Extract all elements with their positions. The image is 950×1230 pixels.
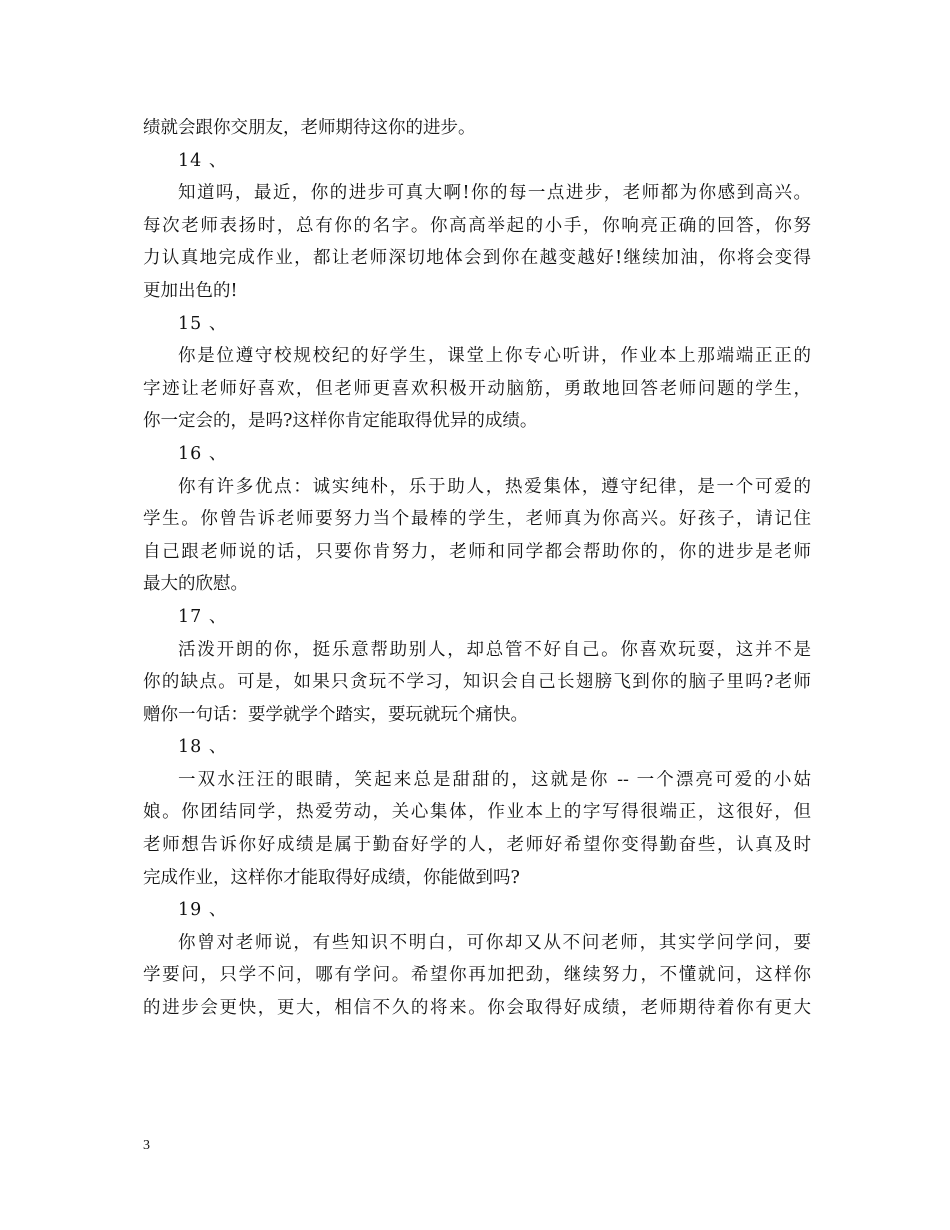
section-number: 18 、 — [178, 737, 228, 758]
text-line: 你是位遵守校规校纪的好学生，课堂上你专心听讲，作业本上那端端正正的 — [178, 346, 811, 367]
text-line: 学要问，只学不问，哪有学问。希望你再加把劲，继续努力，不懂就问，这样你 — [143, 965, 811, 986]
section-number: 16 、 — [178, 443, 228, 464]
text-line: 力认真地完成作业，都让老师深切地体会到你在越变越好!继续加油，你将会变得 — [143, 248, 811, 269]
text-line: 你有许多优点：诚实纯朴，乐于助人，热爱集体，遵守纪律，是一个可爱的 — [178, 476, 811, 497]
text-line: 你曾对老师说，有些知识不明白，可你却又从不问老师，其实学问学问，要 — [178, 932, 811, 953]
document-body — [143, 112, 811, 1025]
text-line: 你一定会的，是吗?这样你肯定能取得优异的成绩。 — [143, 411, 538, 432]
text-line: 最大的欣慰。 — [143, 574, 248, 595]
text-line: 娘。你团结同学，热爱劳动，关心集体，作业本上的字写得很端正，这很好，但 — [143, 802, 811, 823]
section-number: 19 、 — [178, 900, 228, 921]
text-line: 完成作业，这样你才能取得好成绩，你能做到吗? — [143, 867, 520, 888]
text-line: 自己跟老师说的话，只要你肯努力，老师和同学都会帮助你的，你的进步是老师 — [143, 541, 811, 562]
text-line: 一双水汪汪的眼睛，笑起来总是甜甜的，这就是你 -- 一个漂亮可爱的小姑 — [178, 769, 811, 790]
page-number: 3 — [143, 1138, 150, 1153]
text-line: 字迹让老师好喜欢，但老师更喜欢积极开动脑筋，勇敢地回答老师问题的学生， — [143, 378, 811, 399]
text-line: 学生。你曾告诉老师要努力当个最棒的学生，老师真为你高兴。好孩子，请记住 — [143, 509, 811, 530]
text-line: 每次老师表扬时，总有你的名字。你高高举起的小手，你响亮正确的回答，你努 — [143, 215, 811, 236]
section-number: 14 、 — [178, 150, 228, 171]
text-line: 你的缺点。可是，如果只贪玩不学习，知识会自己长翅膀飞到你的脑子里吗?老师 — [143, 672, 811, 693]
section-number: 15 、 — [178, 313, 228, 334]
text-line: 知道吗，最近，你的进步可真大啊!你的每一点进步，老师都为你感到高兴。 — [178, 183, 811, 204]
text-line: 老师想告诉你好成绩是属于勤奋好学的人，老师好希望你变得勤奋些，认真及时 — [143, 835, 811, 856]
section-number: 17 、 — [178, 606, 228, 627]
text-line: 赠你一句话：要学就学个踏实，要玩就玩个痛快。 — [143, 704, 528, 725]
text-line: 更加出色的! — [143, 280, 238, 301]
text-line: 绩就会跟你交朋友，老师期待这你的进步。 — [143, 118, 476, 138]
text-line: 活泼开朗的你，挺乐意帮助别人，却总管不好自己。你喜欢玩耍，这并不是 — [178, 639, 811, 660]
text-line: 的进步会更快，更大，相信不久的将来。你会取得好成绩，老师期待着你有更大 — [143, 998, 811, 1019]
